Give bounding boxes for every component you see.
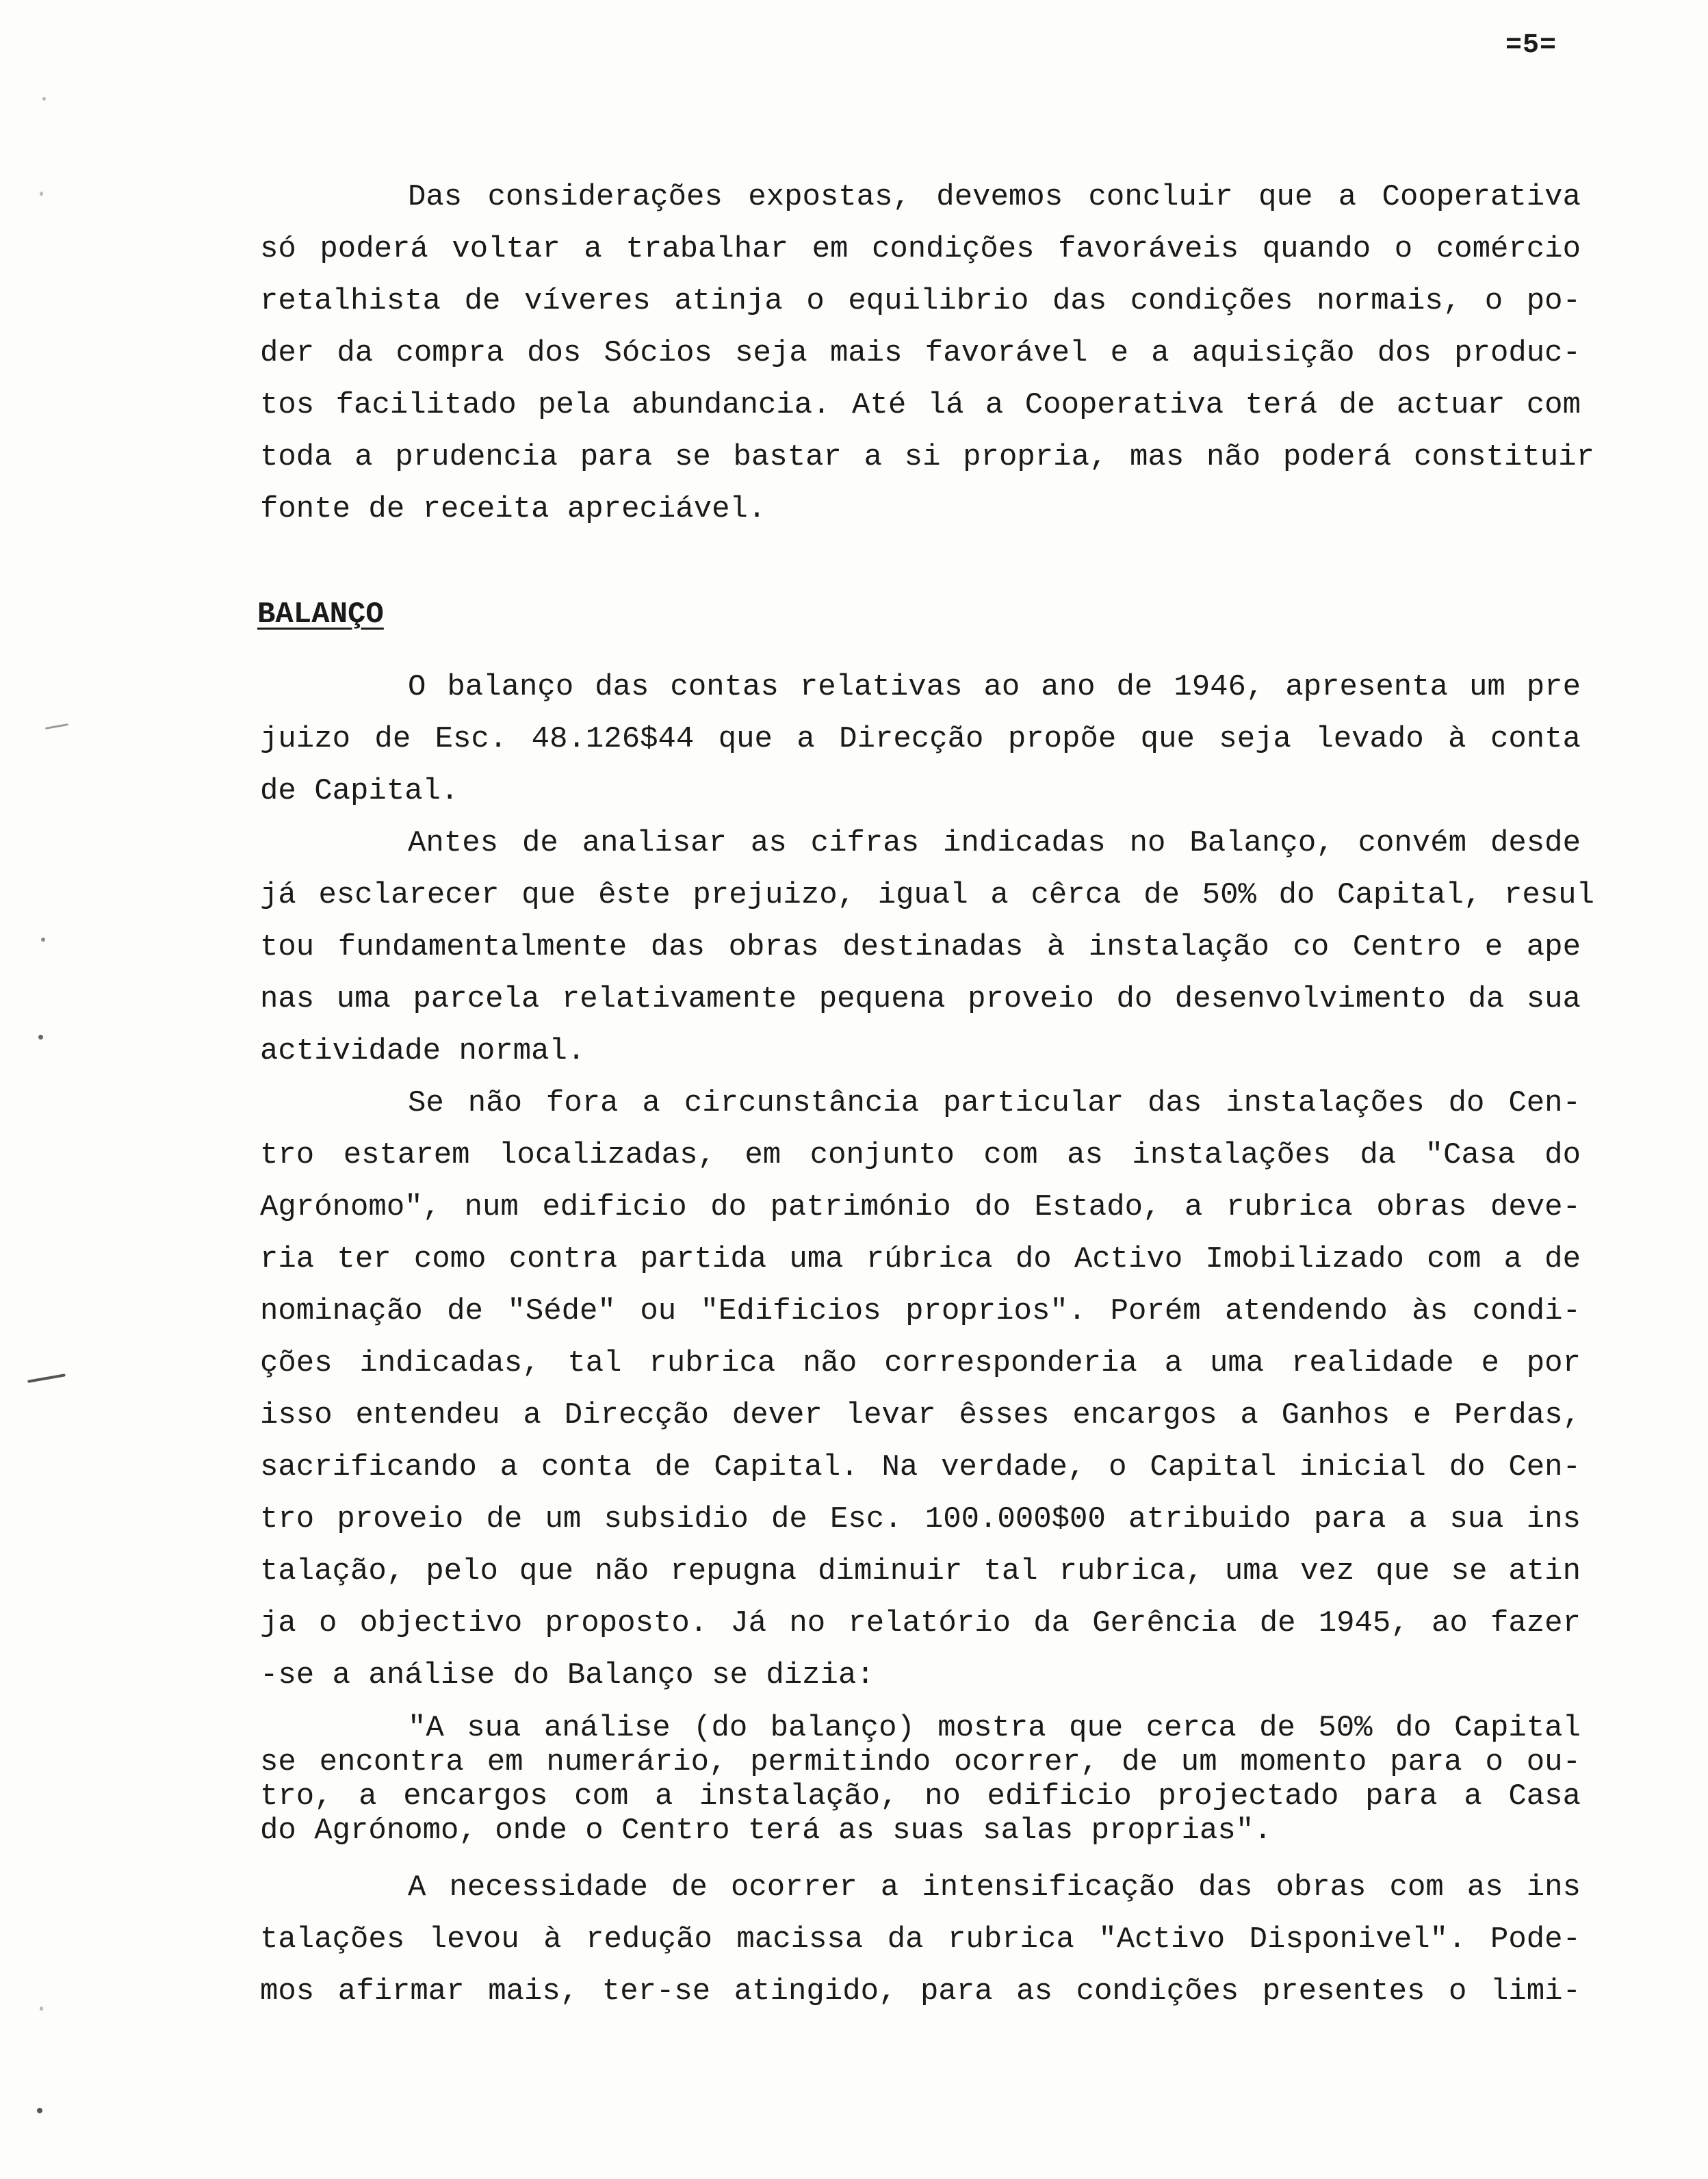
paragraph-4-line-5: nominação de "Séde" ou "Edificios proprios". Porém atendendo às condi- [260,1294,1581,1328]
paragraph-4-line-11: ja o objectivo proposto. Já no relatório da Gerência de 1945, ao fazer [260,1606,1581,1640]
scan-speck [40,192,43,196]
quote-line-3: tro, a encargos com a instalação, no edificio projectado para a Casa [260,1779,1581,1814]
scan-speck [38,1035,43,1040]
paragraph-4-line-8: sacrificando a conta de Capital. Na verdade, o Capital inicial do Cen- [260,1450,1581,1484]
paragraph-3-line-3: tou fundamentalmente das obras destinadas à instalação co Centro e ape [260,930,1581,964]
paragraph-5-line-1: A necessidade de ocorrer a intensificação das obras com as ins [408,1870,1581,1905]
paragraph-1-line-3: retalhista de víveres atinja o equilibrio das condições normais, o po- [260,284,1581,318]
paragraph-3-line-2: já esclarecer que êste prejuizo, igual a cêrca de 50% do Capital, resul [260,878,1594,912]
paragraph-1-line-7: fonte de receita apreciável. [260,492,766,526]
paragraph-4-line-9: tro proveio de um subsidio de Esc. 100.000$00 atribuido para a sua ins [260,1502,1581,1536]
paragraph-3-line-5: actividade normal. [260,1034,586,1068]
paragraph-2-line-1: O balanço das contas relativas ao ano de 1946, apresenta um pre [408,670,1581,704]
paragraph-1-line-4: der da compra dos Sócios seja mais favorável e a aquisição dos produc- [260,336,1581,370]
paragraph-4-line-7: isso entendeu a Direcção dever levar êsses encargos a Ganhos e Perdas, [260,1398,1581,1432]
paragraph-4-line-1: Se não fora a circunstância particular das instalações do Cen- [408,1086,1581,1120]
paragraph-4-line-4: ria ter como contra partida uma rúbrica do Activo Imobilizado com a de [260,1242,1581,1276]
paragraph-1-line-5: tos facilitado pela abundancia. Até lá a Cooperativa terá de actuar com [260,388,1581,422]
quote-line-4: do Agrónomo, onde o Centro terá as suas salas proprias". [260,1814,1272,1848]
scan-mark [27,1374,66,1383]
section-heading: BALANÇO [257,597,384,632]
paragraph-4-line-12: -se a análise do Balanço se dizia: [260,1658,875,1692]
paragraph-4-line-2: tro estarem localizadas, em conjunto com as instalações da "Casa do [260,1138,1581,1172]
paragraph-4-line-10: talação, pelo que não repugna diminuir tal rubrica, uma vez que se atin [260,1554,1581,1588]
quote-line-1: "A sua análise (do balanço) mostra que cerca de 50% do Capital [408,1711,1581,1745]
paragraph-4-line-3: Agrónomo", num edificio do património do Estado, a rubrica obras deve- [260,1190,1581,1224]
paragraph-1-line-6: toda a prudencia para se bastar a si propria, mas não poderá constituir [260,440,1594,474]
quote-line-2: se encontra em numerário, permitindo ocorrer, de um momento para o ou- [260,1745,1581,1779]
paragraph-4-line-6: ções indicadas, tal rubrica não corresponderia a uma realidade e por [260,1346,1581,1380]
paragraph-2-line-3: de Capital. [260,774,459,808]
scan-speck [42,97,46,101]
scan-speck [40,2007,43,2011]
paragraph-5-line-2: talações levou à redução macissa da rubrica "Activo Disponivel". Pode- [260,1922,1581,1957]
paragraph-2-line-2: juizo de Esc. 48.126$44 que a Direcção propõe que seja levado à conta [260,722,1581,756]
paragraph-3-line-1: Antes de analisar as cifras indicadas no Balanço, convém desde [408,826,1581,860]
paragraph-3-line-4: nas uma parcela relativamente pequena proveio do desenvolvimento da sua [260,982,1581,1016]
paragraph-5-line-3: mos afirmar mais, ter-se atingido, para as condições presentes o limi- [260,1974,1581,2009]
scan-mark [45,723,68,730]
page-number: =5= [1505,30,1557,61]
paragraph-1-line-2: só poderá voltar a trabalhar em condições favoráveis quando o comércio [260,232,1581,266]
paragraph-1-line-1: Das considerações expostas, devemos concluir que a Cooperativa [408,180,1581,214]
scan-speck [37,2108,42,2113]
scan-speck [41,938,45,942]
